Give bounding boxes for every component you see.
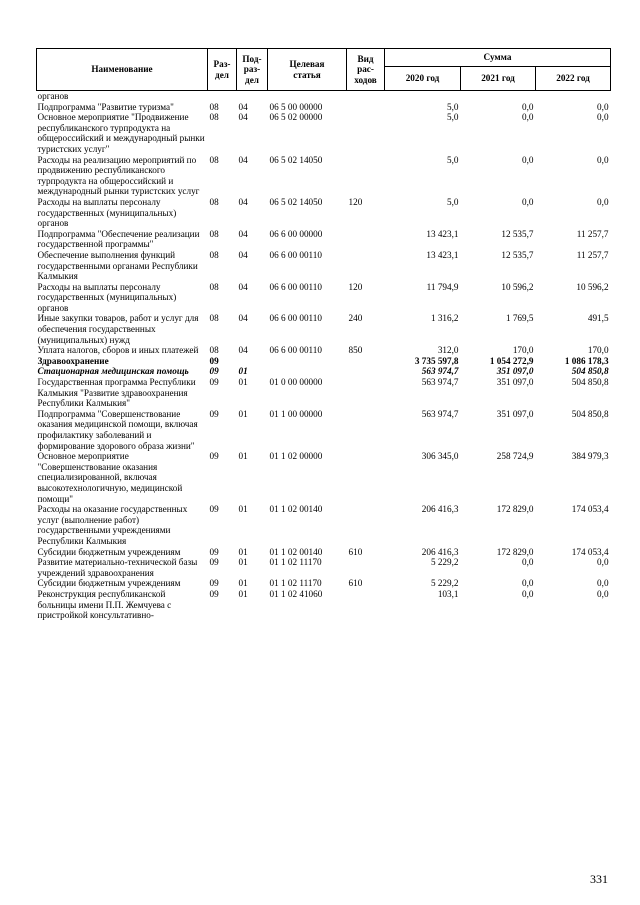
- row-vid: [347, 102, 385, 113]
- row-sum-2020: 5,0: [447, 154, 459, 165]
- row-vid: 120: [348, 196, 363, 207]
- row-tselevaya: 06 6 00 00110: [269, 313, 322, 324]
- row-sum-2021: 351 097,0: [496, 366, 534, 377]
- row-sum-2022: 504 850,8: [571, 366, 609, 377]
- col-header-tselevaya: Целевая статья: [268, 49, 347, 91]
- row-name: органов: [37, 91, 69, 101]
- row-sum-2022: 0,0: [597, 557, 609, 568]
- row-name: Государственная программа Республики Калмыкия "Развитие здравоохранения Республики Калмыкия": [37, 377, 196, 409]
- row-name: Развитие материально-технической базы учреждений здравоохранения: [37, 557, 198, 578]
- row-sum-2022: 0,0: [597, 101, 609, 112]
- row-vid: [347, 377, 385, 409]
- row-sum-2020: 11 794,9: [426, 281, 459, 292]
- row-vid: [347, 504, 385, 546]
- row-sum-2022: 10 596,2: [576, 281, 609, 292]
- row-sum-2022: 11 257,7: [576, 228, 609, 239]
- page-number: 331: [590, 872, 608, 886]
- row-sum-2022: 0,0: [597, 588, 609, 599]
- row-sum-2021: 0,0: [522, 588, 534, 599]
- table-row: [37, 578, 611, 589]
- row-tselevaya: 06 6 00 00110: [269, 249, 322, 260]
- row-podrazdel: 01: [238, 377, 248, 388]
- row-name: Расходы на реализацию мероприятий по продвижению республиканского турпродукта на общероссийский и международный рынки туристских услуг: [37, 154, 200, 197]
- table-row: [37, 547, 611, 558]
- row-razdel: 08: [209, 154, 219, 165]
- row-name: Основное мероприятие "Совершенствование оказания специализированной, включая высокотехнологичную, медицинской помощи": [37, 451, 183, 504]
- row-podrazdel: 04: [238, 281, 248, 292]
- row-vid: [347, 356, 385, 367]
- row-tselevaya: 01 0 00 00000: [269, 377, 323, 388]
- row-podrazdel: 01: [238, 578, 248, 589]
- row-tselevaya: 01 1 02 41060: [269, 588, 323, 599]
- row-sum-2021: 0,0: [522, 578, 534, 589]
- row-sum-2020: 5,0: [447, 196, 459, 207]
- row-sum-2021: 12 535,7: [501, 249, 534, 260]
- table-row: [37, 229, 611, 250]
- row-vid: 610: [348, 578, 363, 589]
- row-sum-2020: 306 345,0: [421, 451, 459, 462]
- row-sum-2020: 206 416,3: [421, 546, 459, 557]
- row-razdel: 09: [209, 408, 219, 419]
- table-row: [37, 345, 611, 356]
- table-row: [37, 197, 611, 229]
- row-sum-2021: 172 829,0: [496, 504, 534, 515]
- row-podrazdel: 04: [238, 345, 248, 356]
- row-vid: 120: [348, 281, 363, 292]
- row-vid: 610: [348, 546, 363, 557]
- row-name: Расходы на оказание государственных услуг (выполнение работ) государственными учреждениями Республики Калмыкия: [37, 504, 188, 546]
- row-sum-2021: 351 097,0: [496, 377, 534, 388]
- row-sum-2020: [385, 91, 461, 102]
- table-row: [37, 250, 611, 282]
- row-sum-2022: 1 086 178,3: [564, 355, 609, 366]
- col-header-name: Наименование: [37, 49, 208, 91]
- row-sum-2021: 351 097,0: [496, 408, 534, 419]
- row-tselevaya: [268, 356, 347, 367]
- row-sum-2020: 312,0: [437, 345, 459, 356]
- row-razdel: 08: [209, 196, 219, 207]
- row-razdel: 09: [209, 377, 219, 388]
- row-podrazdel: 04: [238, 249, 248, 260]
- row-sum-2021: 0,0: [522, 112, 534, 123]
- row-razdel: [208, 91, 237, 102]
- row-tselevaya: 01 1 02 00000: [269, 451, 323, 462]
- row-razdel: 08: [209, 345, 219, 356]
- table-row: [37, 409, 611, 451]
- row-razdel: 09: [209, 355, 219, 366]
- row-name: Субсидии бюджетным учреждениям: [37, 546, 181, 557]
- row-razdel: 08: [209, 313, 219, 324]
- col-header-2022: 2022 год: [536, 67, 611, 91]
- table-row: [37, 91, 611, 102]
- table-body: [37, 91, 611, 621]
- row-vid: [347, 155, 385, 197]
- row-razdel: 09: [209, 578, 219, 589]
- col-header-vid: Вид рас- ходов: [347, 49, 385, 91]
- table-row: [37, 356, 611, 367]
- row-podrazdel: 01: [238, 546, 248, 557]
- row-sum-2021: 10 596,2: [501, 281, 534, 292]
- row-tselevaya: 01 1 02 11170: [269, 557, 322, 568]
- row-sum-2022: 504 850,8: [571, 408, 609, 419]
- row-sum-2020: 206 416,3: [421, 504, 459, 515]
- row-sum-2020: 3 735 597,8: [414, 355, 459, 366]
- row-sum-2022: 0,0: [597, 196, 609, 207]
- row-tselevaya: 06 5 02 00000: [269, 112, 323, 123]
- row-vid: [347, 112, 385, 154]
- row-razdel: 09: [209, 546, 219, 557]
- row-podrazdel: 01: [238, 557, 248, 568]
- row-podrazdel: 04: [238, 112, 248, 123]
- row-name: Иные закупки товаров, работ и услуг для обеспечения государственных (муниципальных) нужд: [37, 313, 199, 345]
- row-sum-2022: 504 850,8: [571, 377, 609, 388]
- row-name: Реконструкция республиканской больницы имени П.П. Жемчуева с пристройкой консультативно-: [37, 588, 172, 621]
- row-sum-2020: 563 974,7: [421, 377, 459, 388]
- row-tselevaya: 06 5 02 14050: [269, 196, 323, 207]
- table-row: [37, 504, 611, 546]
- row-sum-2021: 0,0: [522, 196, 534, 207]
- row-podrazdel: [237, 91, 268, 102]
- row-podrazdel: 04: [238, 313, 248, 324]
- row-tselevaya: 01 1 00 00000: [269, 408, 323, 419]
- row-razdel: 08: [209, 281, 219, 292]
- row-sum-2020: 13 423,1: [426, 249, 459, 260]
- row-sum-2022: 174 053,4: [571, 546, 609, 557]
- row-name: Подпрограмма "Обеспечение реализации государственной программы": [37, 228, 200, 250]
- budget-table: [36, 48, 611, 621]
- row-sum-2021: 1 769,5: [505, 313, 534, 324]
- row-razdel: 09: [209, 588, 219, 599]
- row-sum-2022: 11 257,7: [576, 249, 609, 260]
- row-razdel: 09: [209, 557, 219, 568]
- row-vid: 850: [348, 345, 363, 356]
- row-name: Уплата налогов, сборов и иных платежей: [37, 345, 199, 356]
- row-sum-2022: 0,0: [597, 154, 609, 165]
- row-sum-2021: 258 724,9: [496, 451, 534, 462]
- row-sum-2020: 5 229,2: [430, 557, 459, 568]
- row-tselevaya: 06 6 00 00000: [269, 228, 323, 239]
- row-name: Здравоохранение: [37, 355, 109, 366]
- row-vid: [347, 451, 385, 504]
- row-podrazdel: 01: [238, 588, 248, 599]
- row-sum-2022: 0,0: [597, 112, 609, 123]
- row-vid: [347, 409, 385, 451]
- row-sum-2020: 563 974,7: [421, 408, 459, 419]
- col-header-2020: 2020 год: [385, 67, 461, 91]
- row-razdel: 09: [209, 451, 219, 462]
- row-sum-2020: 103,1: [437, 588, 459, 599]
- row-vid: [347, 250, 385, 282]
- row-tselevaya: 01 1 02 11170: [269, 578, 322, 589]
- col-header-podrazdel: Под- раз- дел: [237, 49, 268, 91]
- row-sum-2021: 12 535,7: [501, 228, 534, 239]
- row-tselevaya: 06 6 00 00110: [269, 281, 322, 292]
- table-row: [37, 451, 611, 504]
- row-razdel: 09: [209, 504, 219, 515]
- row-vid: [347, 589, 385, 621]
- row-sum-2021: [461, 91, 536, 102]
- row-name: Стационарная медицинская помощь: [37, 366, 189, 377]
- row-tselevaya: 06 5 00 00000: [269, 101, 323, 112]
- row-podrazdel: 01: [238, 504, 248, 515]
- table-row: [37, 155, 611, 197]
- row-vid: [347, 229, 385, 250]
- table-row: [37, 377, 611, 409]
- col-header-summa: Сумма: [385, 49, 611, 67]
- row-podrazdel: 01: [238, 408, 248, 419]
- row-name: Субсидии бюджетным учреждениям: [37, 578, 181, 589]
- row-vid: 240: [348, 313, 363, 324]
- row-tselevaya: 06 6 00 00110: [269, 345, 322, 356]
- row-sum-2021: 170,0: [512, 345, 534, 356]
- row-sum-2022: 0,0: [597, 578, 609, 589]
- budget-page: [36, 48, 610, 621]
- table-row: [37, 557, 611, 578]
- row-name: Расходы на выплаты персоналу государственных (муниципальных) органов: [37, 281, 177, 313]
- row-sum-2022: 384 979,3: [571, 451, 609, 462]
- row-podrazdel: 04: [238, 101, 248, 112]
- row-vid: [347, 366, 385, 377]
- row-razdel: 08: [209, 249, 219, 260]
- row-name: Подпрограмма "Совершенствование оказания медицинской помощи, включая профилактику заболеваний и формирование здорового образа жизни": [37, 408, 198, 451]
- row-sum-2022: 491,5: [587, 313, 609, 324]
- row-podrazdel: 04: [238, 154, 248, 165]
- row-sum-2021: 0,0: [522, 154, 534, 165]
- row-sum-2020: 1 316,2: [430, 313, 459, 324]
- row-tselevaya: 06 5 02 14050: [269, 154, 323, 165]
- row-sum-2022: [536, 91, 611, 102]
- row-tselevaya: 01 1 02 00140: [269, 504, 323, 515]
- row-name: Подпрограмма "Развитие туризма": [37, 101, 174, 112]
- row-sum-2020: 13 423,1: [426, 228, 459, 239]
- row-tselevaya: [268, 91, 347, 102]
- row-name: Расходы на выплаты персоналу государственных (муниципальных) органов: [37, 196, 177, 229]
- row-name: Основное мероприятие "Продвижение республиканского турпродукта на общероссийский и международный рынки туристских услуг": [37, 112, 205, 154]
- row-sum-2022: 174 053,4: [571, 504, 609, 515]
- row-sum-2020: 5,0: [447, 112, 459, 123]
- row-sum-2021: 1 054 272,9: [489, 355, 534, 366]
- row-podrazdel: [237, 356, 268, 367]
- row-sum-2021: 172 829,0: [496, 546, 534, 557]
- table-row: [37, 366, 611, 377]
- row-vid: [347, 557, 385, 578]
- row-razdel: 08: [209, 101, 219, 112]
- row-razdel: 08: [209, 228, 219, 239]
- row-podrazdel: 01: [238, 366, 248, 377]
- row-sum-2020: 5 229,2: [430, 578, 459, 589]
- row-sum-2020: 5,0: [447, 101, 459, 112]
- row-podrazdel: 01: [238, 451, 248, 462]
- row-name: Обеспечение выполнения функций государственными органами Республики Калмыкия: [37, 249, 198, 282]
- row-razdel: 08: [209, 112, 219, 123]
- row-tselevaya: 01 1 02 00140: [269, 546, 323, 557]
- row-sum-2021: 0,0: [522, 557, 534, 568]
- row-sum-2021: 0,0: [522, 101, 534, 112]
- table-row: [37, 313, 611, 345]
- table-header: [37, 49, 611, 91]
- row-podrazdel: 04: [238, 196, 248, 207]
- row-sum-2020: 563 974,7: [421, 366, 459, 377]
- col-header-razdel: Раз- дел: [208, 49, 237, 91]
- row-sum-2022: 170,0: [587, 345, 609, 356]
- row-vid: [347, 91, 385, 102]
- row-podrazdel: 04: [238, 228, 248, 239]
- col-header-2021: 2021 год: [461, 67, 536, 91]
- table-row: [37, 112, 611, 154]
- table-row: [37, 282, 611, 314]
- table-row: [37, 589, 611, 621]
- row-tselevaya: [268, 366, 347, 377]
- row-razdel: 09: [209, 366, 219, 377]
- table-row: [37, 102, 611, 113]
